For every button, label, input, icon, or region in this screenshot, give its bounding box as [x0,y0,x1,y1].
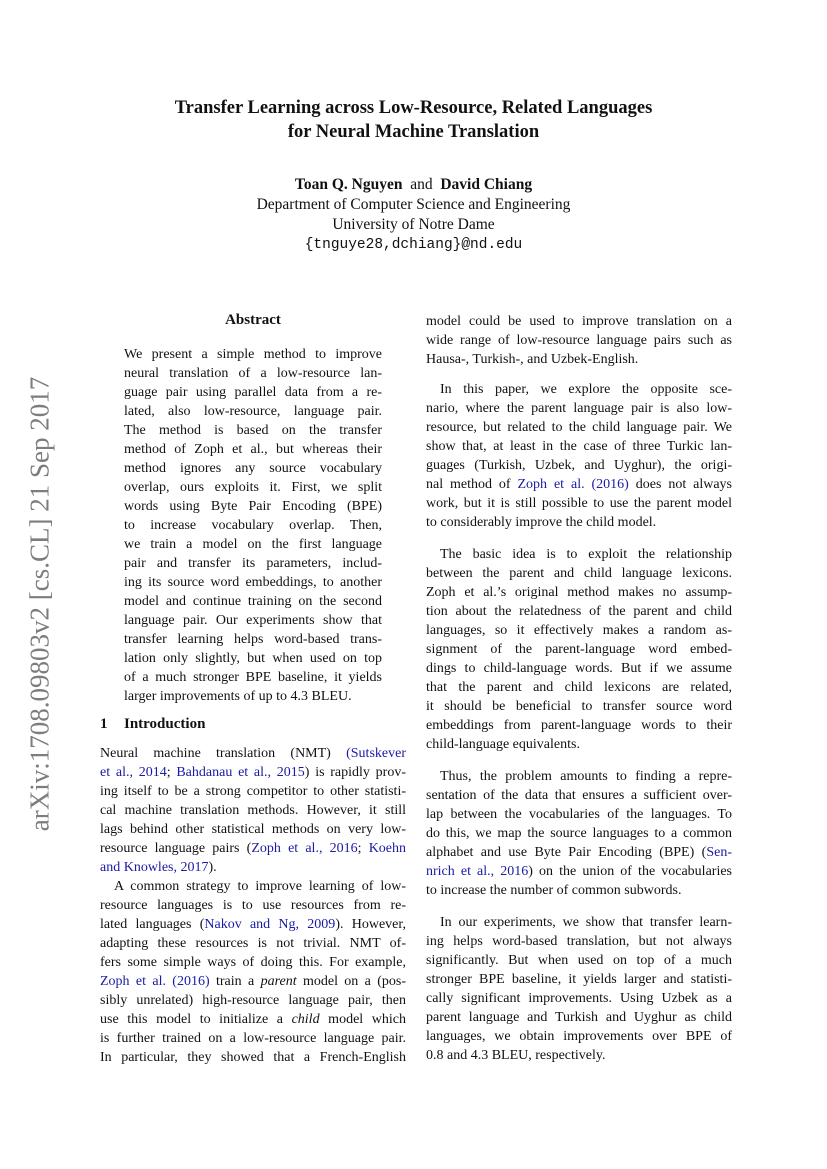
text-line: model could be used to improve translation on a [426,314,732,329]
text-line: Hausa-, Turkish-, and Uzbek-English. [426,352,639,367]
abstract-line: overlap, ours exploits it. First, we split [124,480,382,495]
citation-link[interactable]: nrich et al., 2016 [426,864,529,879]
abstract-line: lated, also low-resource, language pair. [124,404,382,419]
text-line: Zoph et al. (2016) train a parent model on a (pos- [100,974,406,989]
text-line: resource language pairs (Zoph et al., 2016; Koehn [100,841,407,856]
text-line: embeddings from parent-language words to their [426,718,732,733]
abstract-line: to increase vocabulary overlap. Then, [124,518,382,533]
text-line: adapting these resources is not trivial. NMT of- [100,936,406,951]
text-line: it should be beneficial to transfer source word [426,699,732,714]
text-line: use this model to initialize a child model which [100,1012,406,1027]
right-paragraph-4 [426,767,732,900]
citation-link[interactable]: Zoph et al., 2016 [251,841,358,856]
text-line: nal method of Zoph et al. (2016) does not always [426,477,732,492]
citation-link[interactable]: et al., 2014 [100,765,167,780]
text-line: that the parent and child lexicons are related, [426,680,732,695]
text-line: to increase the number of common subwords. [426,883,682,898]
text-line: do this, we map the source languages to a common [426,826,732,841]
title-line-1: Transfer Learning across Low-Resource, Related Languages [174,98,653,118]
text-line: ing helps word-based translation, but not always [426,934,732,949]
abstract-line: method ignores any source vocabulary [124,461,382,476]
text-line: and Knowles, 2017). [100,860,217,875]
right-paragraph-2 [426,380,732,532]
text-line: The basic idea is to exploit the relationship [440,547,732,562]
text-line: between the parent and child language lexicons. [426,566,732,581]
text-line: ing itself to be a strong competitor to other statisti- [100,784,406,799]
text-line: 0.8 and 4.3 BLEU, respectively. [426,1048,606,1063]
abstract-line: language pair. Our experiments show that [124,613,382,628]
text-line: show that, at least in the case of three Turkic lan- [426,439,732,454]
abstract-line: guage pair using parallel data from a re- [124,385,382,400]
citation-link[interactable]: Zoph et al. (2016) [517,477,629,492]
paper-title [0,96,827,144]
text-line: lags behind other statistical methods on very low- [100,822,406,837]
text-line: child-language equivalents. [426,737,580,752]
text-line: lated languages (Nakov and Ng, 2009). However, [100,917,406,932]
text-line: Thus, the problem amounts to finding a repre- [440,769,732,784]
text-line: parent language and Turkish and Uyghur as child [426,1010,732,1025]
text-line: sentation of the data that ensures a sufficient over- [426,788,732,803]
abstract-line: method of Zoph et al., but whereas their [124,442,382,457]
text-line: In this paper, we explore the opposite sce- [440,382,732,397]
affiliation-department: Department of Computer Science and Engineering [256,196,571,213]
author-separator: and [410,176,433,193]
text-line: Zoph et al.’s original method makes no assump- [426,585,732,600]
abstract-line: ing its source word embeddings, to another [124,575,382,590]
section-number: 1 [100,716,108,732]
citation-link[interactable]: Nakov and Ng, 2009 [204,917,336,932]
abstract-line: neural translation of a low-resource lan- [124,366,382,381]
text-line: cally significant improvements. Using Uzbek as a [426,991,732,1006]
citation-link[interactable]: and Knowles, 2017 [100,860,209,875]
text-line: cal machine translation methods. However, it still [100,803,406,818]
citation-link[interactable]: Bahdanau et al., 2015 [176,765,305,780]
abstract-line: model and continue training on the second [124,594,382,609]
abstract-line: The method is based on the transfer [124,423,382,438]
intro-paragraph-1 [100,744,406,877]
section-title: Introduction [124,716,206,732]
text-line: dings to child-language words. But if we assume [426,661,732,676]
text-line: resource languages is to use resources from re- [100,898,406,913]
text-line: lap between the vocabularies of the languages. To [426,807,732,822]
author-block [0,175,827,255]
text-line: significantly. But when used on top of a much [426,953,732,968]
emphasis: parent [260,974,297,989]
right-paragraph-3 [426,545,732,754]
text-line: fers some simple ways of doing this. For example, [100,955,406,970]
text-line: to considerably improve the child model. [426,515,657,530]
text-line: A common strategy to improve learning of low- [114,879,406,894]
author-email: {tnguye28,dchiang}@nd.edu [304,237,523,253]
abstract-line: We present a simple method to improve [124,347,382,362]
author-2: David Chiang [440,176,533,193]
text-line: In particular, they showed that a French-English [100,1050,406,1065]
text-line: stronger BPE baseline, it yields larger and statisti- [426,972,732,987]
right-paragraph-5 [426,913,732,1065]
title-line-2: for Neural Machine Translation [287,122,540,142]
text-line: resource, but related to the child language pair. We [426,420,732,435]
citation-link[interactable]: (Sutskever [346,746,406,761]
text-line: Neural machine translation (NMT) (Sutskever [100,746,406,761]
text-line: nrich et al., 2016) on the union of the vocabularies [426,864,732,879]
abstract-line: we train a model on the first language [124,537,382,552]
abstract-heading: Abstract [225,312,281,328]
text-line: tion about the relatedness of the parent and child [426,604,732,619]
author-1: Toan Q. Nguyen [294,176,403,193]
abstract-line: lation only slightly, but when used on top [124,651,382,666]
text-line: languages, so it effectively makes a random as- [426,623,732,638]
abstract-line: larger improvements of up to 4.3 BLEU. [124,689,352,704]
abstract-line: pair and transfer its parameters, includ- [124,556,382,571]
citation-link[interactable]: Sen- [706,845,732,860]
text-line: work, but it is still possible to use the parent model [426,496,732,511]
text-line: sibly unrelated) high-resource language pair, then [100,993,406,1008]
citation-link[interactable]: Zoph et al. (2016) [100,974,210,989]
text-line: signment of the parent-language word embed- [426,642,732,657]
citation-link[interactable]: Koehn [368,841,407,856]
text-line: alphabet and use Byte Pair Encoding (BPE) (Sen- [426,845,732,860]
affiliation-university: University of Notre Dame [332,216,495,233]
text-line: wide range of low-resource language pairs such as [426,333,732,348]
right-paragraph-1 [426,312,732,369]
text-line: et al., 2014; Bahdanau et al., 2015) is rapidly prov- [100,765,407,780]
text-line: guages (Turkish, Uzbek, and Uyghur), the origi- [426,458,732,473]
arxiv-stamp-text: arXiv:1708.09803v2 [cs.CL] 21 Sep 2017 [24,376,55,832]
abstract-line: of a much stronger BPE baseline, it yields [124,670,382,685]
abstract-line: words using Byte Pair Encoding (BPE) [124,499,382,514]
text-line: nario, where the parent language pair is also low- [426,401,732,416]
intro-paragraph-2 [100,877,406,1067]
text-line: In our experiments, we show that transfer learn- [440,915,732,930]
section-heading-introduction [100,714,205,734]
abstract-body [124,345,382,706]
abstract-line: transfer learning helps word-based trans- [124,632,382,647]
text-line: languages, we obtain improvements over BPE of [426,1029,732,1044]
text-line: is further trained on a low-resource language pair. [100,1031,406,1046]
author-names [0,175,827,195]
emphasis: child [291,1012,320,1027]
